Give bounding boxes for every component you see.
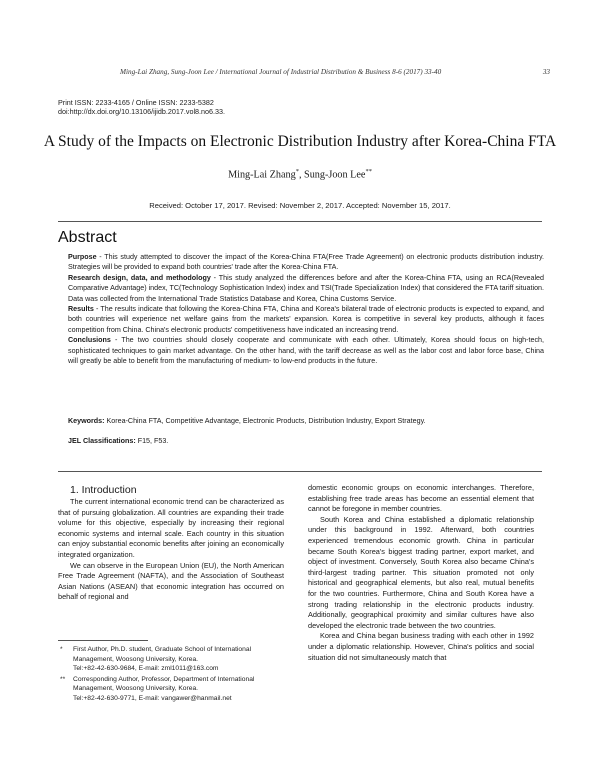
footnote-mark: * bbox=[60, 646, 63, 653]
footnotes bbox=[58, 645, 288, 705]
paper-title: A Study of the Impacts on Electronic Distribution Industry after Korea-China FTA bbox=[43, 133, 557, 150]
issn-block bbox=[58, 98, 225, 116]
author-mark: ** bbox=[365, 168, 372, 175]
running-header-text: Ming-Lai Zhang, Sung-Joon Lee / International Journal of Industrial Distribution & Business 8-6 (2017) 33-40 bbox=[120, 68, 442, 76]
abstract-text: - The results indicate that following the Korea-China FTA, China and Korea's bilateral trade of electronic products is expected to expand, and both countries will experience net welfare gains from the markets' expansion. Korea is competitive in several key products, although it faces competition from China. China's electronic products' competitiveness have indicated an increasing trend. bbox=[68, 305, 544, 334]
footnote-line: Tel:+82-42-630-9684, E-mail: zml1011@163.com bbox=[73, 665, 219, 673]
footnote-line: Corresponding Author, Professor, Department of International bbox=[73, 675, 255, 683]
paragraph: We can observe in the European Union (EU), the North American Free Trade Agreement (NAFTA), and the Association of Southeast Asian Nations (ASEAN) that economic integration has occurred on behalf of regional and bbox=[58, 560, 284, 602]
abstract-label: Results bbox=[68, 305, 94, 314]
paragraph: The current international economic trend can be characterized as that of pursuing globalization. All countries are expanding their trade volume for this objective, especially by increasing their regional economic systems and internal scale. Each country in this situation can enjoy substantial economic benefits after joining an economically integrated organization. bbox=[58, 497, 284, 559]
keywords-label: Keywords: bbox=[68, 417, 105, 425]
abstract-text: - The two countries should closely cooperate and communicate with each other. Ultimately, Korea should focus on high-tech, sophisticated techniques to gain market advantage. On the other hand, with the tariff decrease as well as the labor cost and labor force base, China will greatly be able to benefit from the manufacturing of medium- to low-end products in the future. bbox=[68, 336, 544, 366]
footnote-divider bbox=[58, 640, 148, 641]
abstract-research bbox=[68, 273, 544, 304]
author-name: Ming-Lai Zhang bbox=[228, 169, 296, 181]
abstract-label: Purpose bbox=[68, 253, 97, 261]
keywords-text: Korea-China FTA, Competitive Advantage, Electronic Products, Distribution Industry, Export Strategy. bbox=[104, 417, 426, 425]
abstract-label: Research design, data, and methodology bbox=[68, 273, 211, 282]
footnote-line: Management, Woosong University, Korea. bbox=[73, 655, 199, 663]
author-name: Sung-Joon Lee bbox=[304, 169, 366, 181]
abstract-text: - This study attempted to discover the impact of the Korea-China FTA(Free Trade Agreement) on electronic products distribution industry. Strategies will be provided to expand both countries' trade after the Korea-China FTA. bbox=[68, 253, 544, 272]
abstract-conclusions bbox=[68, 335, 544, 366]
jel-classifications bbox=[68, 436, 544, 446]
abstract-purpose bbox=[68, 252, 544, 273]
section-heading: 1. Introduction bbox=[70, 484, 137, 496]
abstract-heading: Abstract bbox=[58, 229, 117, 246]
abstract-text: - This study analyzed the differences before and after the Korea-China FTA, using an RCA(Revealed Comparative Advantage) index, TC(Technology Sophistication Index) index and TSI(Trade Specialization Index) that considered the FTA tariff situation. Data was collected from the International Trade Statistics Database and Korea, China Customs Service. bbox=[68, 273, 544, 303]
left-column bbox=[58, 483, 284, 603]
issn-line: Print ISSN: 2233-4165 / Online ISSN: 2233-5382 bbox=[58, 98, 214, 107]
jel-label: JEL Classifications: bbox=[68, 437, 136, 445]
author-line bbox=[0, 168, 600, 180]
divider bbox=[58, 471, 542, 472]
footnote bbox=[58, 675, 288, 704]
jel-text: F15, F53. bbox=[135, 437, 169, 445]
footnote-line: Tel:+82-42-630-9771, E-mail: vangawer@hanmail.net bbox=[73, 694, 232, 702]
right-column bbox=[308, 483, 534, 663]
keywords bbox=[68, 416, 544, 426]
paragraph: domestic economic groups on economic interchanges. Therefore, establishing free trade areas has become an essential element that cannot be foregone in member countries. bbox=[308, 483, 534, 514]
paragraph: South Korea and China established a diplomatic relationship under this background in 1992. Afterward, both countries experienced tremendous economic growth. China in particular became South Korea's biggest trading partner, export market, and object of investment. Conversely, South Korea also became China's third-largest trading partner. This situation promoted not only historical and geographical elements, but also real, mutual benefits for the two countries. Furthermore, China and South Korea have a strong trading relationship in the electronic products industry. Additionally, geographical proximity and similar cultures have also developed the electronic trade between the two countries. bbox=[308, 514, 534, 630]
divider bbox=[58, 221, 542, 222]
footnote bbox=[58, 645, 288, 674]
received-dates: Received: October 17, 2017. Revised: November 2, 2017. Accepted: November 15, 2017. bbox=[149, 201, 451, 210]
abstract-label: Conclusions bbox=[68, 336, 111, 345]
footnote-line: First Author, Ph.D. student, Graduate School of International bbox=[73, 646, 252, 653]
abstract-body bbox=[68, 252, 544, 366]
page-number: 33 bbox=[542, 68, 550, 76]
author-separator: , bbox=[298, 169, 305, 181]
footnote-mark: ** bbox=[60, 675, 66, 683]
abstract-results bbox=[68, 304, 544, 335]
author-mark: * bbox=[295, 168, 299, 175]
footnote-line: Management, Woosong University, Korea. bbox=[73, 685, 199, 693]
paragraph: Korea and China began business trading with each other in 1992 under a diplomatic relationship. However, China's politics and social situation did not simultaneously match that bbox=[308, 631, 534, 662]
doi-line: doi:http://dx.doi.org/10.13106/ijidb.2017.vol8.no6.33. bbox=[58, 107, 226, 116]
